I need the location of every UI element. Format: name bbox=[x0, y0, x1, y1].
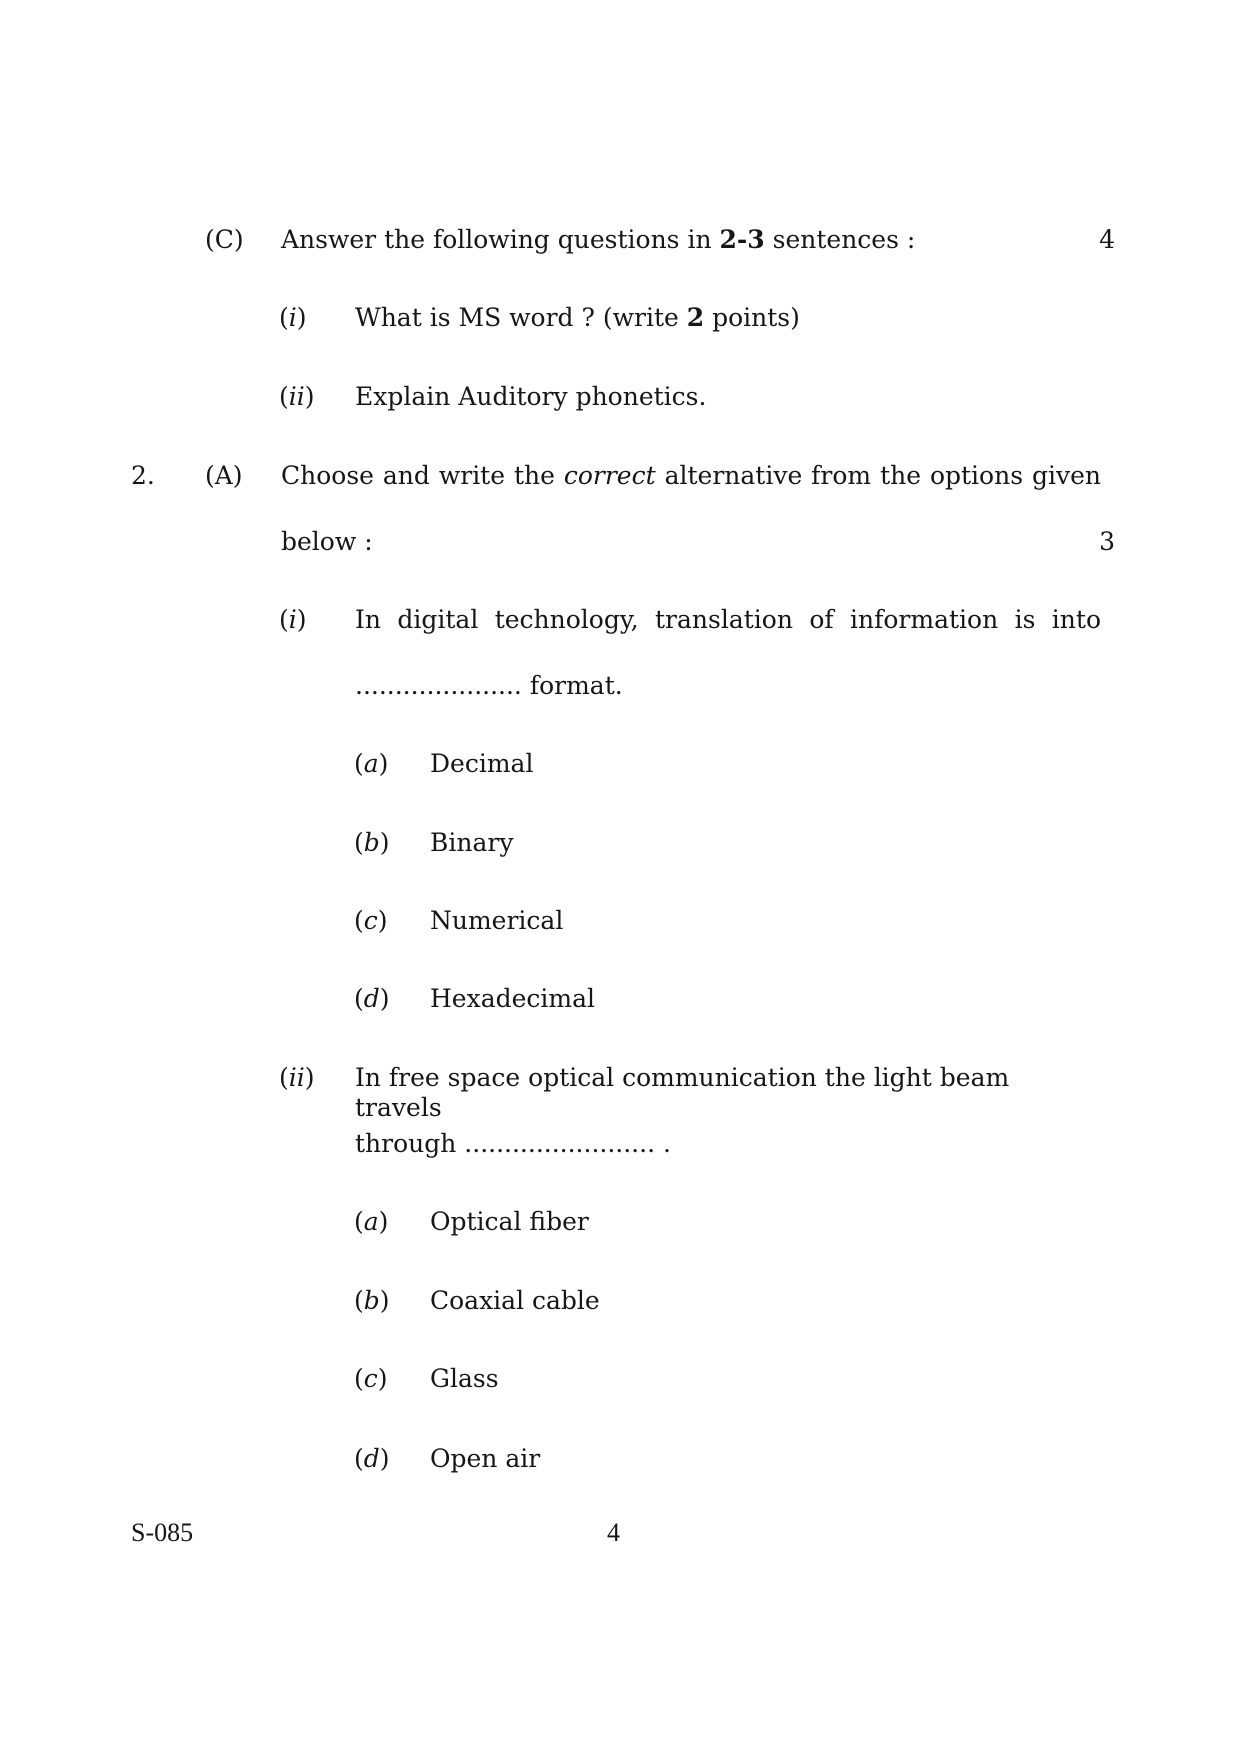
option-text: Decimal bbox=[430, 749, 534, 778]
q1c-marks: 4 bbox=[1099, 225, 1115, 254]
option-text: Hexadecimal bbox=[430, 984, 596, 1013]
mcq-question-line: through ........................ . bbox=[355, 1129, 671, 1158]
q2a-instruction: Choose and write the correct alternative from the options given bbox=[281, 461, 1101, 490]
q1c-item-text: Explain Auditory phonetics. bbox=[355, 382, 707, 411]
option-letter: (c) bbox=[354, 906, 388, 935]
option-letter: (a) bbox=[354, 1207, 389, 1236]
q1c-item-number: (ii) bbox=[279, 382, 315, 411]
option-text: Open air bbox=[430, 1444, 541, 1473]
option-letter: (d) bbox=[354, 1444, 390, 1473]
option-text: Optical fiber bbox=[430, 1207, 589, 1236]
q1c-item-text: What is MS word ? (write 2 points) bbox=[355, 303, 800, 332]
mcq-number: (i) bbox=[279, 605, 307, 634]
q2a-label: (A) bbox=[205, 461, 243, 490]
page-number: 4 bbox=[607, 1518, 620, 1547]
paper-code: S-085 bbox=[131, 1518, 194, 1547]
q2a-instruction-cont: below : bbox=[281, 527, 373, 556]
option-letter: (c) bbox=[354, 1364, 388, 1393]
mcq-question-line: ..................... format. bbox=[355, 671, 623, 700]
mcq-question-line: In digital technology, translation of information is into bbox=[355, 605, 1101, 634]
mcq-number: (ii) bbox=[279, 1063, 315, 1092]
mcq-question-line: In free space optical communication the light beam travels bbox=[355, 1063, 1010, 1122]
option-letter: (b) bbox=[354, 828, 390, 857]
q1c-instruction: Answer the following questions in 2-3 sentences : bbox=[281, 225, 916, 254]
q2-number: 2. bbox=[131, 461, 155, 490]
q1c-item-number: (i) bbox=[279, 303, 307, 332]
q2a-marks: 3 bbox=[1099, 527, 1115, 556]
option-text: Coaxial cable bbox=[430, 1286, 600, 1315]
option-text: Glass bbox=[430, 1364, 499, 1393]
option-text: Numerical bbox=[430, 906, 564, 935]
option-letter: (a) bbox=[354, 749, 389, 778]
option-letter: (b) bbox=[354, 1286, 390, 1315]
option-text: Binary bbox=[430, 828, 514, 857]
q1c-label: (C) bbox=[205, 225, 244, 254]
option-letter: (d) bbox=[354, 984, 390, 1013]
